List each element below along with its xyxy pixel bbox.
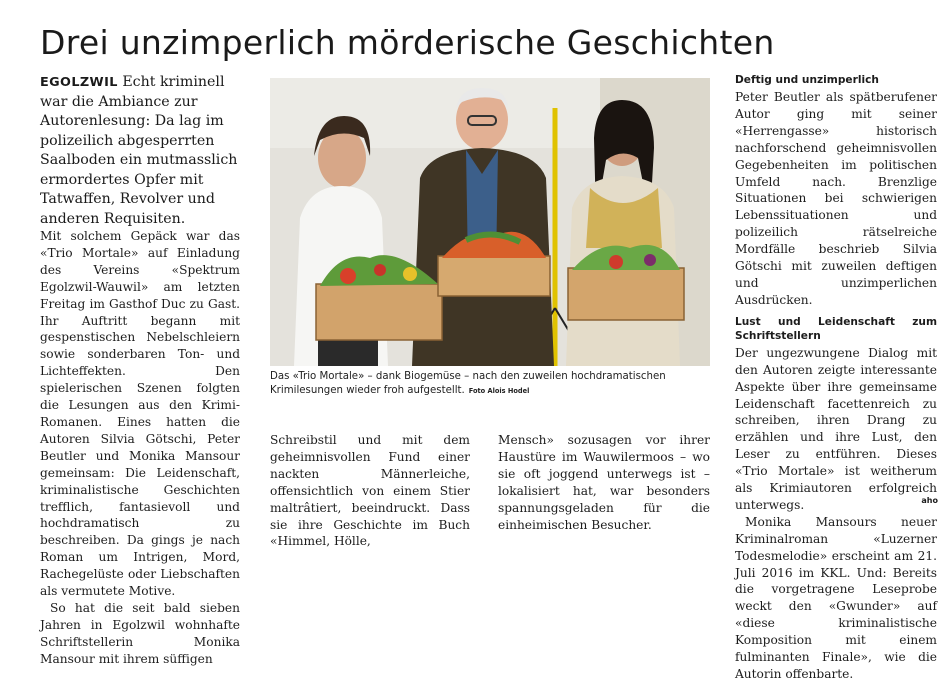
dateline: EGOLZWIL xyxy=(40,75,118,90)
body-paragraph: Peter Beutler als spätberufener Autor ging mit seiner «Herrengasse» historisch nachforschend geheimnisvollen Gegebenheiten im politischen Umfeld nach. Brenzlige Situationen bei schwierigen Lebenssituationen und polizeilich rätselreiche Mordfälle beschrieb Silvia Götschi mit zuweilen deftigen und unzimperlichen Ausdrücken. xyxy=(735,90,937,307)
body-paragraph: Monika Mansours neuer Kriminalroman «Luzerner Todesmelodie» erscheint am 21. Juli 2016 im KKL. Und: Bereits die vorgetragene Leseprobe weckt den «Gwunder» auf «diese kriminalistische Komposition mit einem fulminanten Finale», wie die Autorin offenbarte. xyxy=(735,514,937,681)
body-paragraph: Schreibstil und mit dem geheimnisvollen Fund einer nackten Männerleiche, offensichtlich von einem Stier maltrâtiert, beeindruckt. Dass sie ihre Geschichte im Buch «Himmel, Hölle, xyxy=(270,433,470,549)
trio-photo-illustration xyxy=(270,78,710,366)
lead-paragraph xyxy=(40,73,240,229)
body-column-1 xyxy=(40,228,240,668)
body-paragraph: Mit solchem Gepäck war das «Trio Mortale» auf Einladung des Vereins «Spektrum Egolzwil-Wauwil» am letzten Freitag im Gasthof Duc zu Gast. Ihr Auftritt begann mit gespenstischen Nebelschleiern sowie sonderbaren Ton- und Lichteffekten. Den spielerischen Szenen folgten die Lesungen aus den Krimi-Romanen. Eines hatten die Autoren Silvia Götschi, Peter Beutler und Monika Mansour gemeinsam: Die Leidenschaft, kriminalistische Geschichten trefflich, fantasievoll und hochdramatisch zu beschreiben. Da gings je nach Roman um Intrigen, Mord, Rachegelüste oder Liebschaften als vermutete Motive. xyxy=(40,229,240,599)
right-column xyxy=(735,71,937,683)
body-column-3 xyxy=(498,432,710,533)
headline: Drei unzimperlich mörderische Geschichten xyxy=(40,23,775,62)
lead-text: Echt kriminell war die Ambiance zur Autorenlesung: Da lag im polizeilich abgesperrten Saalboden ein mutmasslich ermordertes Opfer mit Tatwaffen, Revolver und anderen Requisiten. xyxy=(40,74,238,227)
caption-text: Das «Trio Mortale» – dank Biogemüse – nach den zuweilen hochdramatischen Krimilesungen wieder froh aufgestellt. xyxy=(270,371,666,396)
body-column-2 xyxy=(270,432,470,550)
article-photo xyxy=(270,78,710,366)
body-paragraph: Der ungezwungene Dialog mit den Autoren zeigte interessante Aspekte über ihre gemeinsame Leidenschaft facettenreich zu schreiben, ihren Drang zu erzählen und ihre Lust, den Leser zu entführen. Dieses «Trio Mortale» ist weitherum als Krimiautoren erfolgreich unterwegs. xyxy=(735,345,937,512)
subheading: Lust und Leidenschaft zum Schriftstellern xyxy=(735,315,937,342)
body-paragraph: So hat die seit bald sieben Jahren in Egolzwil wohnhafte Schriftstellerin Monika Mansour mit ihrem süffigen xyxy=(40,600,240,666)
body-paragraph: Mensch» sozusagen vor ihrer Haustüre im Wauwilermoos – wo sie oft joggend unterwegs ist – lokalisiert hat, war besonders spannungsgeladen für die einheimischen Besucher. xyxy=(498,433,710,532)
photo-credit: Foto Alois Hodel xyxy=(468,387,530,395)
subheading: Deftig und unzimperlich xyxy=(735,74,879,86)
photo-caption xyxy=(270,370,710,398)
author-tag: aho xyxy=(921,496,938,505)
